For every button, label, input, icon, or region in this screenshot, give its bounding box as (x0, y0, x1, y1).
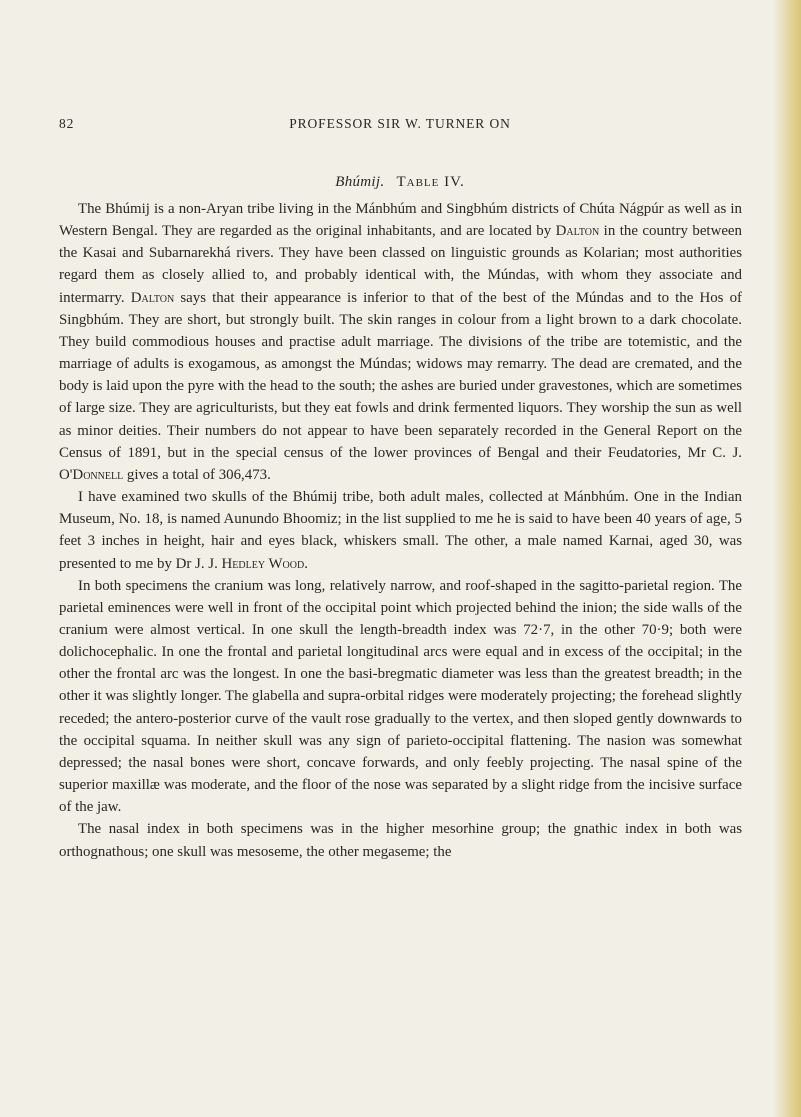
paragraph-2 (59, 486, 742, 575)
paragraph-1 (59, 198, 742, 486)
section-title (59, 174, 741, 191)
text-segment: The Bhúmij is a non-Aryan tribe living in the Mánbhúm and Singbhúm districts of Chúta Nágpúr as well as in Western Bengal. They are regarded as the original inhabitants, and are located by (59, 201, 742, 240)
text-segment: says that their appearance is inferior to that of the best of the Múndas and to the Hos of Singbhúm. They are short, but strongly built. The skin ranges in colour from a light brown to a dark chocolate. They build commodious houses and practise adult marriage. The divisions of the tribe are totemistic, and the marriage of adults is exogamous, as amongst the Múndas; widows may remarry. The dead are cremated, and the body is laid upon the pyre with the head to the south; the ashes are buried under gravestones, which are sometimes of large size. They are agriculturists, but they eat fowls and drink fermented liquors. They worship the sun as well as minor deities. Their numbers do not appear to have been separately recorded in the General Report on the Census of 1891, but in the special census of the lower provinces of Bengal and their Feudatories, Mr C. J. (59, 289, 742, 461)
text-segment: The nasal index in both specimens was in the higher mesorhine group; the gnathic index in both was orthognathous; one skull was mesoseme, the other megaseme; the (59, 821, 742, 860)
page-number: 82 (59, 116, 75, 131)
section-tribe-name: Bhúmij. (335, 174, 385, 190)
text-segment: in the country between the Kasai and Subarnarekhá rivers. They have been classed on linguistic grounds as Kolarian; most authorities regard them as closely allied to, and probably identical with, the Múndas, with whom they associate and intermarry. (59, 223, 742, 306)
author-name-dalton: Dalton (555, 223, 600, 240)
paragraph-3 (59, 575, 742, 819)
page-header (59, 116, 741, 136)
section-table-label: Table IV. (396, 174, 465, 190)
author-name-odonnell: O'Donnell (59, 466, 124, 483)
author-name-dalton: Dalton (130, 289, 175, 306)
text-segment: In both specimens the cranium was long, relatively narrow, and roof-shaped in the sagitto-parietal region. The parietal eminences were well in front of the occipital point which projected behind the inion; the side walls of the cranium were almost vertical. In one skull the length-breadth index was 72·7, in the other 70·9; both were dolichocephalic. In one the frontal and parietal longitudinal arcs were equal and in excess of the occipital; in the other the frontal arc was the longest. In one the basi-bregmatic diameter was less than the greatest breadth; in the other it was slightly longer. The glabella and supra-orbital ridges were moderately projecting; the forehead slightly receded; the antero-posterior curve of the vault rose gradually to the vertex, and then sloped gently downwards to the occipital squama. In neither skull was any sign of parieto-occipital flattening. The nasion was somewhat depressed; the nasal bones were short, concave forwards, and only feebly projecting. The nasal spine of the superior maxillæ was moderate, and the floor of the nose was separated by a slight ridge from the incisive surface of the jaw. (59, 577, 742, 816)
running-head: PROFESSOR SIR W. TURNER ON (289, 116, 511, 131)
author-name-hedley-wood: Hedley Wood (221, 555, 305, 572)
page-edge-discoloration (773, 0, 801, 1117)
paragraph-4 (59, 818, 742, 862)
text-segment: gives a total of 306,473. (123, 466, 271, 483)
body-text (59, 198, 742, 863)
text-segment: I have examined two skulls of the Bhúmij tribe, both adult males, collected at Mánbhúm. One in the Indian Museum, No. 18, is named Aunundo Bhoomiz; in the list supplied to me he is said to have been 40 years of age, 5 feet 3 inches in height, hair and eyes black, whiskers small. The other, a male named Karnai, aged 30, was presented to me by Dr J. J. (59, 489, 742, 572)
text-segment: . (304, 555, 308, 572)
